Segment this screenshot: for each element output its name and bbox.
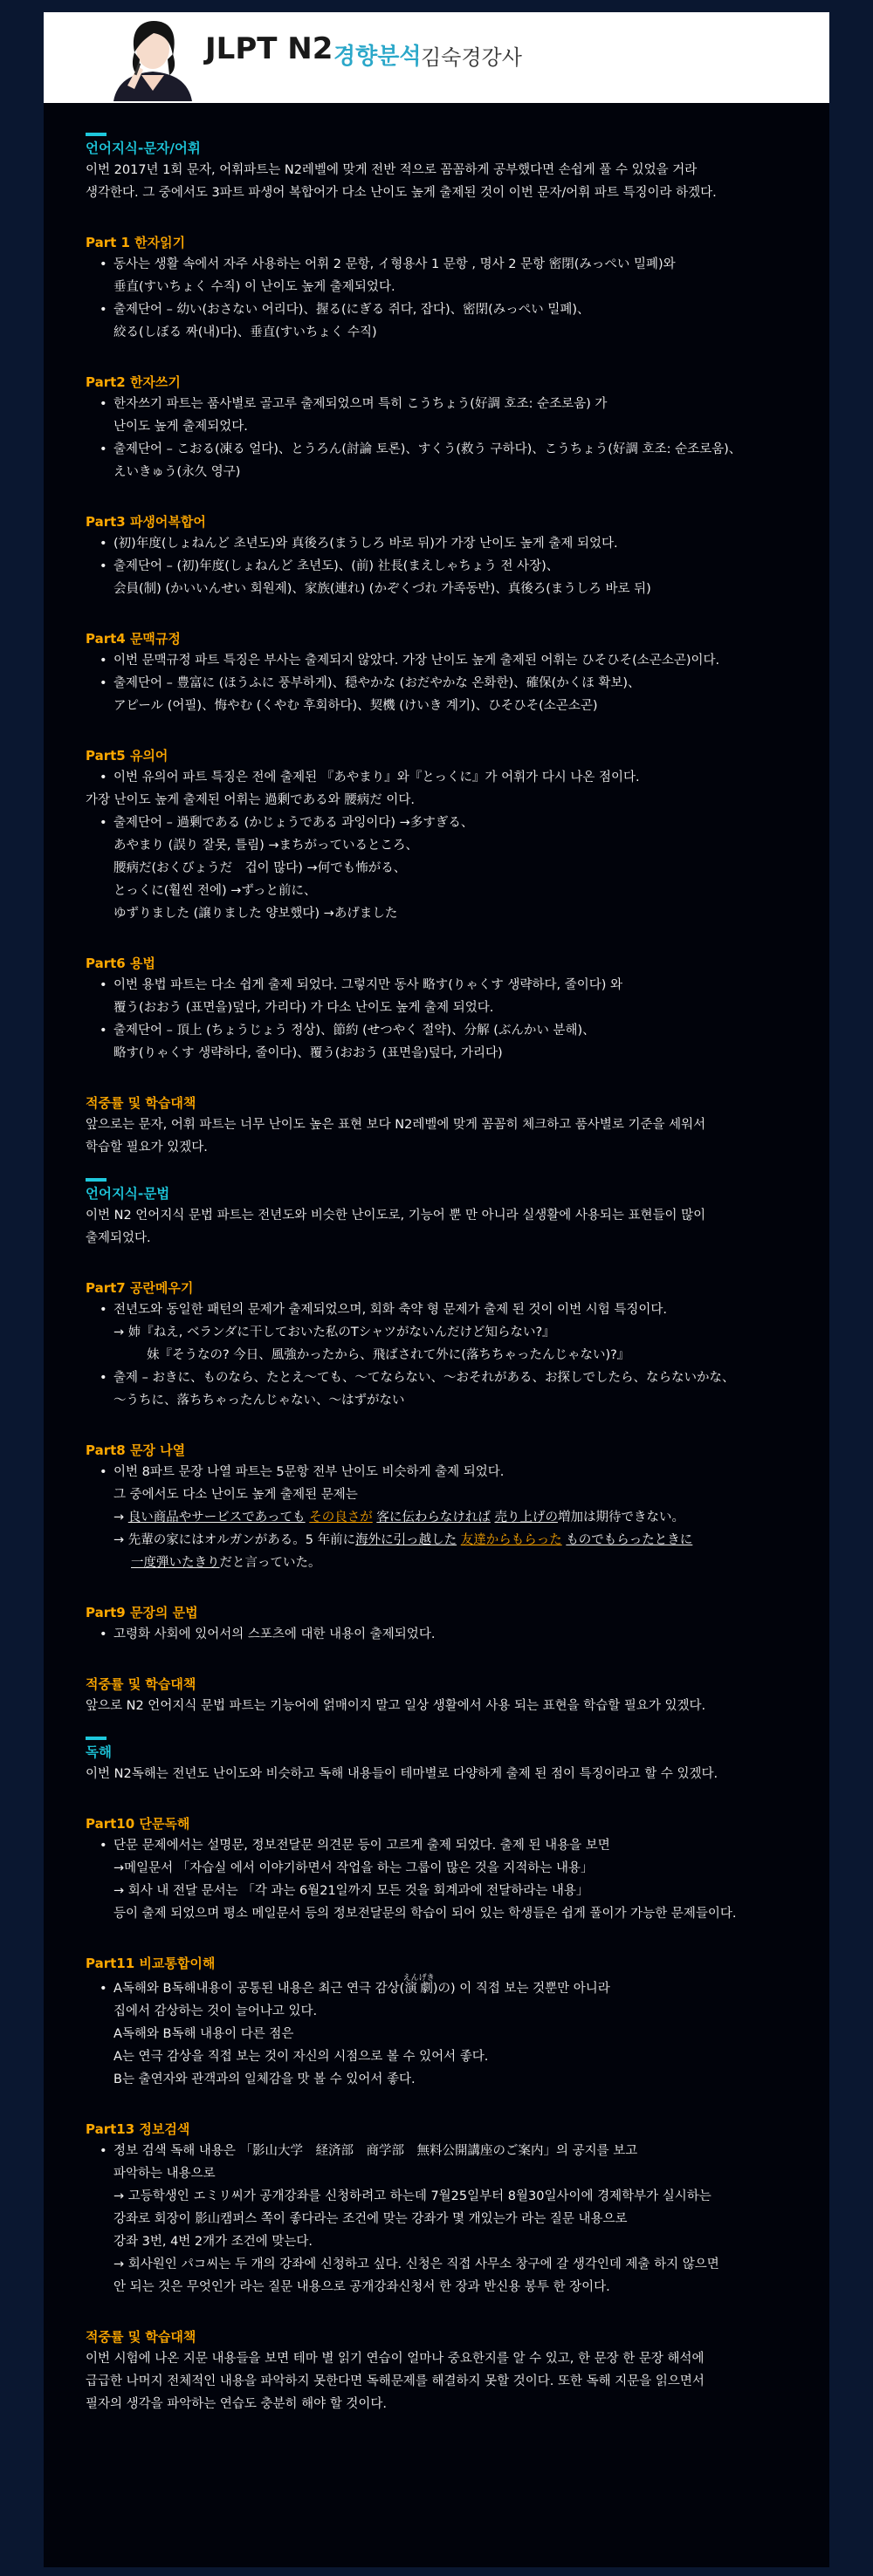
paragraph: 생각한다. 그 중에서도 3파트 파생어 복합어가 다소 난이도 높게 출제된 것이 이번 문자/어휘 파트 특징이라 하겠다. — [86, 186, 717, 200]
paragraph: 이번 N2독해는 전년도 난이도와 비슷하고 독해 내용들이 테마별로 다양하게 출제 된 점이 특징이라고 할 수 있겠다. — [86, 1767, 718, 1781]
paragraph: 앞으로 N2 언어지식 문법 파트는 기능어에 얽매이지 말고 일상 생활에서 사용 되는 표현을 학습할 필요가 있겠다. — [86, 1699, 706, 1713]
example-line: → 良い商品やサービスであっても その良さが 客に伝わらなければ 売り上げの増加は期待できない。 — [113, 1511, 684, 1524]
paragraph: 필자의 생각을 파악하는 연습도 충분히 해야 할 것이다. — [86, 2397, 388, 2411]
bullet-item: • 전년도와 동일한 패턴의 문제가 출제되었으며, 회화 축약 형 문제가 출제 된 것이 이번 시험 특징이다. — [100, 1303, 668, 1317]
bullet-item: • 출제단어 – こおる(凍る 얼다)、とうろん(討論 토론)、すくう(救う 구하다)、こうちょう(好調 호조: 순조로움)、 — [100, 442, 742, 456]
bullet-continuation: 腰病だ(おくびょうだ 겁이 많다) →何でも怖がる、 — [113, 861, 407, 875]
bullet-continuation: えいきゅう(永久 영구) — [113, 465, 241, 479]
bullet-item: • 고령화 사회에 있어서의 스포츠에 대한 내용이 출제되었다. — [100, 1627, 436, 1641]
paragraph: 이번 N2 언어지식 문법 파트는 전년도와 비슷한 난이도로, 기능어 뿐 만 아니라 실생활에 사용되는 표현들이 많이 — [86, 1209, 706, 1223]
part3-heading: Part3 파생어복합어 — [86, 514, 206, 530]
bullet-item: • A독해와 B독해내용이 공통된 내용은 최근 연극 감상(演劇えんげき)の) 이 직접 보는 것뿐만 아니라 — [100, 1974, 610, 1996]
bullet-continuation: 略す(りゃくす 생략하다, 줄이다)、覆う(おおう (표면을)덮다, 가리다) — [113, 1046, 503, 1060]
paragraph: 학습할 필요가 있겠다. — [86, 1141, 208, 1154]
part11-heading: Part11 비교통합이해 — [86, 1956, 216, 1971]
section-heading-grammar: 언어지식-문법 — [86, 1186, 170, 1202]
header-subtitle: 경향분석 — [333, 44, 422, 70]
example-line: 妹『そうなの? 今日、風強かったから、飛ばされて外に(落ちちゃったんじゃない)?』 — [147, 1348, 630, 1362]
part13-heading: Part13 정보검색 — [86, 2121, 190, 2137]
part8-heading: Part8 문장 나열 — [86, 1442, 186, 1458]
teacher-portrait-icon — [101, 14, 204, 101]
bullet-item: • 출제 – おきに、ものなら、たとえ～ても、～てならない、～おそれがある、お探しでしたら、ならないかな、 — [100, 1371, 735, 1385]
article-card — [44, 12, 829, 2567]
bullet-continuation: 안 되는 것은 무엇인가 라는 질문 내용으로 공개강좌신청서 한 장과 반신용 봉투 한 장이다. — [113, 2280, 610, 2294]
part9-heading: Part9 문장의 문법 — [86, 1605, 198, 1620]
bullet-item: • 출제단어 – 幼い(おさない 어리다)、握る(にぎる 쥐다, 잡다)、密閉(みっぺい 밀폐)、 — [100, 303, 590, 317]
bullet-continuation: 집에서 감상하는 것이 늘어나고 있다. — [113, 2004, 318, 2018]
bullet-continuation: A는 연극 감상을 직접 보는 것이 자신의 시점으로 볼 수 있어서 좋다. — [113, 2050, 489, 2064]
paragraph: 앞으로는 문자, 어휘 파트는 너무 난이도 높은 표현 보다 N2레벨에 맞게 꼼꼼히 체크하고 품사별로 기준을 세워서 — [86, 1118, 706, 1132]
header-teacher-name: 김숙경강사 — [421, 45, 522, 70]
paragraph: 가장 난이도 높게 출제된 어휘는 過剰である와 腰病だ 이다. — [86, 793, 415, 807]
header-banner — [44, 12, 829, 103]
part10-heading: Part10 단문독해 — [86, 1816, 190, 1832]
bullet-continuation: B는 출연자와 관객과의 일체감을 맛 볼 수 있어서 좋다. — [113, 2072, 416, 2086]
section-marker — [86, 1178, 107, 1182]
section-heading-vocab: 언어지식-문자/어휘 — [86, 140, 201, 156]
bullet-continuation: 絞る(しぼる 짜(내)다)、垂直(すいちょく 수직) — [113, 325, 377, 339]
part6-heading: Part6 용법 — [86, 956, 155, 971]
bullet-continuation: 垂直(すいちょく 수직) 이 난이도 높게 출제되었다. — [113, 280, 395, 294]
bullet-continuation: 会員(制) (かいいんせい 회원제)、家族(連れ) (かぞくづれ 가족동반)、真後ろ(まうしろ 바로 뒤) — [113, 582, 651, 596]
paragraph: 이번 시험에 나온 지문 내용들을 보면 테마 별 읽기 연습이 얼마나 중요한지를 알 수 있고, 한 문장 한 문장 해석에 — [86, 2352, 705, 2366]
bullet-continuation: あやまり (誤り 잘못, 틀림) →まちがっているところ、 — [113, 839, 419, 853]
bullet-continuation: 강좌 3번, 4번 2개가 조건에 맞는다. — [113, 2235, 313, 2249]
example-line: →메일문서 「자습실 에서 이야기하면서 작업을 하는 그룹이 많은 것을 지적하는 내용」 — [113, 1861, 594, 1875]
part4-heading: Part4 문맥규정 — [86, 631, 181, 647]
bullet-item: • (初)年度(しょねんど 초년도)와 真後ろ(まうしろ 바로 뒤)가 가장 난이도 높게 출제 되었다. — [100, 537, 618, 551]
bullet-continuation: ゆずりました (譲りました 양보했다) →あげました — [113, 907, 398, 921]
bullet-item: • 출제단어 – 豊富に (ほうふに 풍부하게)、穏やかな (おだやかな 온화한)、確保(かくほ 확보)、 — [100, 676, 641, 690]
bullet-continuation: ～うちに、落ちちゃったんじゃない、～はずがない — [113, 1394, 405, 1408]
bullet-item: • 동사는 생활 속에서 자주 사용하는 어휘 2 문항, イ형용사 1 문항 , 명사 2 문항 密閉(みっぺい 밀폐)와 — [100, 257, 676, 271]
bullet-item: • 출제단어 – 頂上 (ちょうじょう 정상)、節約 (せつやく 절약)、分解 (ぶんかい 분해)、 — [100, 1024, 595, 1038]
example-line: → 고등학생인 エミリ씨가 공개강좌를 신청하려고 하는데 7월25일부터 8월30일사이에 경제학부가 실시하는 — [113, 2189, 711, 2203]
paragraph: 이번 2017년 1회 문자, 어휘파트는 N2레벨에 맞게 전반 적으로 꼼꼼하게 공부했다면 손쉽게 풀 수 있었을 거라 — [86, 163, 698, 177]
example-line: → 先輩の家にはオルガンがある。5 年前に海外に引っ越した 友達からもらった ものでもらったときに — [113, 1533, 693, 1547]
section-marker — [86, 1737, 107, 1740]
study-heading: 적중률 및 학습대책 — [86, 1095, 196, 1111]
bullet-item: • 이번 8파트 문장 나열 파트는 5문항 전부 난이도 비슷하게 출제 되었다. — [100, 1465, 505, 1479]
bullet-item: • 출제단어 – (初)年度(しょねんど 초년도)、(前) 社長(まえしゃちょう 전 사장)、 — [100, 559, 560, 573]
part7-heading: Part7 공란메우기 — [86, 1280, 194, 1296]
bullet-continuation: A독해와 B독해 내용이 다른 점은 — [113, 2027, 294, 2041]
example-line: → 회사원인 パコ씨는 두 개의 강좌에 신청하고 싶다. 신청은 직접 사무소 창구에 갈 생각인데 제출 하지 않으면 — [113, 2257, 719, 2271]
bullet-item: • 이번 유의어 파트 특징은 전에 출제된 『あやまり』와『とっくに』가 어휘가 다시 나온 점이다. — [100, 771, 640, 784]
bullet-item: • 이번 용법 파트는 다소 쉽게 출제 되었다. 그렇지만 동사 略す(りゃくす 생략하다, 줄이다) 와 — [100, 978, 623, 992]
bullet-item: • 단문 문제에서는 설명문, 정보전달문 의견문 등이 고르게 출제 되었다. 출제 된 내용을 보면 — [100, 1839, 610, 1853]
bullet-item: • 한자쓰기 파트는 품사별로 골고루 출제되었으며 특히 こうちょう(好調 호조: 순조로움) 가 — [100, 397, 608, 411]
study-heading: 적중률 및 학습대책 — [86, 2329, 196, 2345]
bullet-continuation: 강좌로 회장이 影山캠퍼스 쪽이 좋다라는 조건에 맞는 강좌가 몇 개있는가 라는 질문 내용으로 — [113, 2212, 628, 2226]
content — [86, 117, 810, 2415]
bullet-continuation: 覆う(おおう (표면을)덮다, 가리다) 가 다소 난이도 높게 출제 되었다. — [113, 1001, 494, 1015]
bullet-continuation: アピール (어필)、悔やむ (くやむ 후회하다)、契機 (けいき 계기)、ひそひそ(소곤소곤) — [113, 699, 598, 713]
bullet-item: • 이번 문맥규정 파트 특징은 부사는 출제되지 않았다. 가장 난이도 높게 출제된 어휘는 ひそひそ(소곤소곤)이다. — [100, 654, 720, 668]
paragraph: 그 중에서도 다소 난이도 높게 출제된 문제는 — [113, 1488, 358, 1502]
bullet-continuation: 난이도 높게 출제되었다. — [113, 420, 248, 434]
example-line: → 姉『ねえ, ベランダに干しておいた私のTシャツがないんだけど知らない?』 — [113, 1326, 555, 1339]
paragraph: 출제되었다. — [86, 1231, 151, 1245]
header-title: JLPT N2 — [205, 31, 333, 66]
bullet-continuation: 파악하는 내용으로 — [113, 2167, 216, 2181]
example-line: 一度弾いたきりだと言っていた。 — [131, 1556, 321, 1570]
part1-heading: Part 1 한자읽기 — [86, 235, 186, 250]
section-heading-reading: 독해 — [86, 1744, 112, 1760]
bullet-item: • 정보 검색 독해 내용은 「影山大学 経済部 商学部 無料公開講座のご案内」의 공지를 보고 — [100, 2144, 638, 2158]
paragraph: 급급한 나머지 전체적인 내용을 파악하지 못한다면 독해문제를 해결하지 못할 것이다. 또한 독해 지문을 읽으면서 — [86, 2374, 705, 2388]
example-line: → 회사 내 전달 문서는 「각 과는 6월21일까지 모든 것을 회계과에 전달하라는 내용」 — [113, 1884, 589, 1898]
study-heading: 적중률 및 학습대책 — [86, 1676, 196, 1692]
bullet-continuation: 등이 출제 되었으며 평소 메일문서 등의 정보전달문의 학습이 되어 있는 학생들은 쉽게 풀이가 가능한 문제들이다. — [113, 1907, 737, 1921]
bullet-continuation: とっくに(훨씬 전에) →ずっと前に、 — [113, 884, 317, 898]
part5-heading: Part5 유의어 — [86, 748, 168, 764]
bullet-item: • 출제단어 – 過剰である (かじょうである 과잉이다) →多すぎる、 — [100, 816, 474, 830]
section-marker — [86, 133, 107, 136]
part2-heading: Part2 한자쓰기 — [86, 374, 181, 390]
